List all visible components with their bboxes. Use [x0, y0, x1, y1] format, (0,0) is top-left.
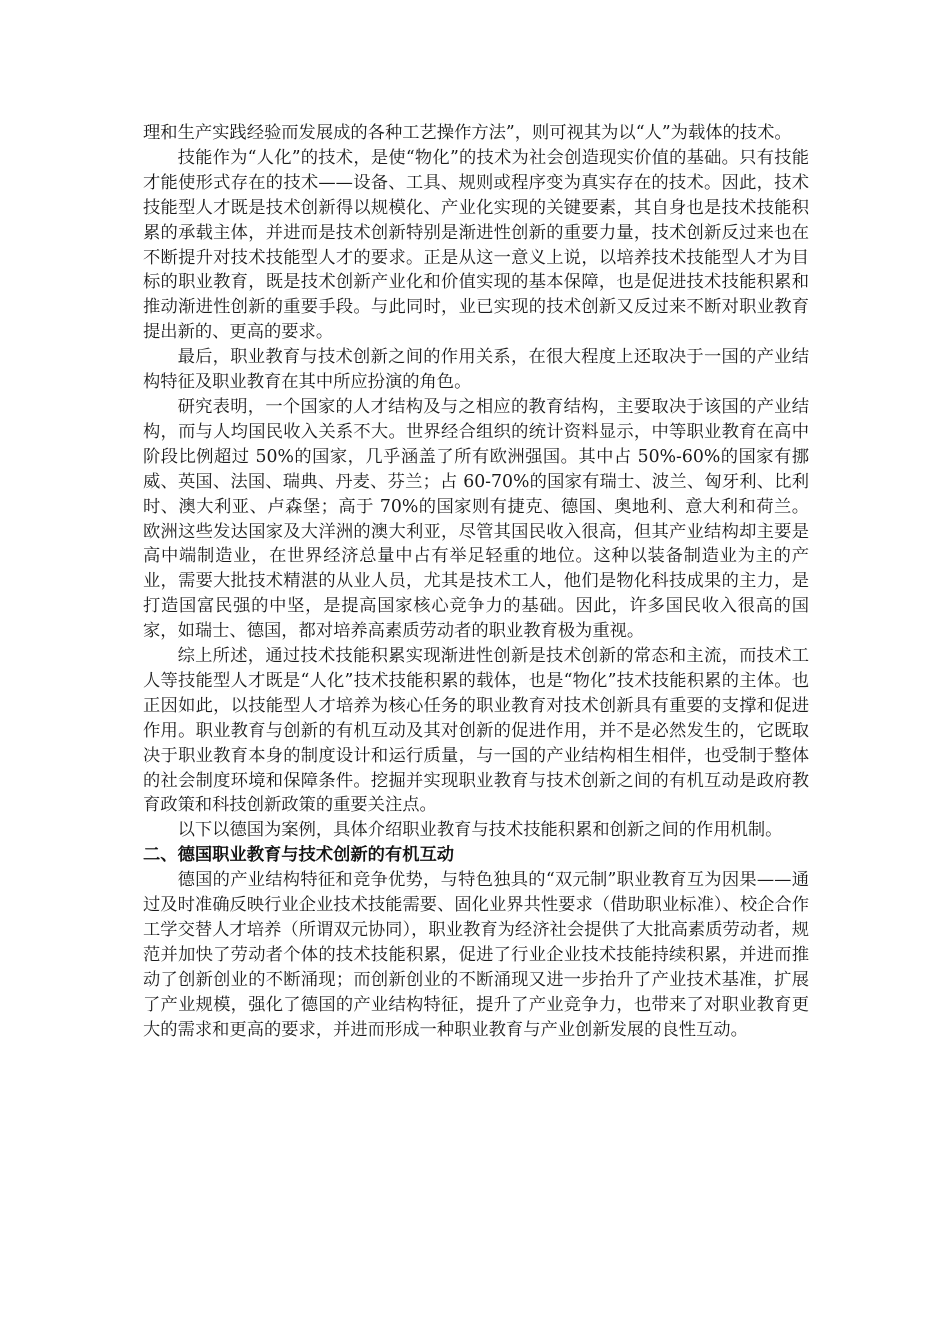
- paragraph-germany-dual-system: 德国的产业结构特征和竞争优势，与特色独具的“双元制”职业教育互为因果——通过及时准确反映行业企业技术技能需要、固化业界共性要求（借助职业标准）、校企合作工学交替人才培养（所谓双元协同），职业教育为经济社会提供了大批高素质劳动者，规范并加快了劳动者个体的技术技能积累，促进了行业企业技术技能持续积累，并进而推动了创新创业的不断涌现；而创新创业的不断涌现又进一步抬升了产业技术基准，扩展了产业规模，强化了德国的产业结构特征，提升了产业竞争力，也带来了对职业教育更大的需求和更高的要求，并进而形成一种职业教育与产业创新发展的良性互动。: [143, 870, 809, 1040]
- section-heading: 二、德国职业教育与技术创新的有机互动: [143, 845, 455, 866]
- paragraph-germany-intro: 以下以德国为案例，具体介绍职业教育与技术技能积累和创新之间的作用机制。: [177, 820, 783, 841]
- document-page: [143, 121, 809, 1043]
- paragraph-continuation: 理和生产实践经验而发展成的各种工艺操作方法”，则可视其为以“人”为载体的技术。: [143, 123, 792, 143]
- paragraph-skill-as-humanized-technology: 技能作为“人化”的技术，是使“物化”的技术为社会创造现实价值的基础。只有技能才能使形式存在的技术——设备、工具、规则或程序变为真实存在的技术。因此，技术技能型人才既是技术创新得以规模化、产业化实现的关键要素，其自身也是技术技能积累的承载主体，并进而是技术创新特别是渐进性创新的重要力量，技术创新反过来也在不断提升对技术技能型人才的要求。正是从这一意义上说，以培养技术技能型人才为目标的职业教育，既是技术创新产业化和价值实现的基本保障，也是促进技术技能积累和推动渐进性创新的重要手段。与此同时，业已实现的技术创新又反过来不断对职业教育提出新的、更高的要求。: [143, 147, 809, 343]
- paragraph-research-findings: 研究表明，一个国家的人才结构及与之相应的教育结构，主要取决于该国的产业结构，而与人均国民收入关系不大。世界经合组织的统计资料显示，中等职业教育在高中阶段比例超过 50%的国家，几乎涵盖了所有欧洲强国。其中占 50%-60%的国家有挪威、英国、法国、瑞典、丹麦、芬兰；占 60-70%的国家有瑞士、波兰、匈牙利、比利时、澳大利亚、卢森堡；高于 70%的国家则有捷克、德国、奥地利、意大利和荷兰。欧洲这些发达国家及大洋洲的澳大利亚，尽管其国民收入很高，但其产业结构却主要是高中端制造业，在世界经济总量中占有举足轻重的地位。这种以装备制造业为主的产业，需要大批技术精湛的从业人员，尤其是技术工人，他们是物化科技成果的主力，是打造国富民强的中坚，是提高国家核心竞争力的基础。因此，许多国民收入很高的国家，如瑞士、德国，都对培养高素质劳动者的职业教育极为重视。: [143, 396, 809, 642]
- paragraph-industrial-structure: 最后，职业教育与技术创新之间的作用关系，在很大程度上还取决于一国的产业结构特征及职业教育在其中所应扮演的角色。: [143, 347, 809, 393]
- paragraph-summary: 综上所述，通过技术技能积累实现渐进性创新是技术创新的常态和主流，而技术工人等技能型人才既是“人化”技术技能积累的载体，也是“物化”技术技能积累的主体。也正因如此，以技能型人才培养为核心任务的职业教育对技术创新具有重要的支撑和促进作用。职业教育与创新的有机互动及其对创新的促进作用，并不是必然发生的，它既取决于职业教育本身的制度设计和运行质量，与一国的产业结构相生相伴，也受制于整体的社会制度环境和保障条件。挖掘并实现职业教育与技术创新之间的有机互动是政府教育政策和科技创新政策的重要关注点。: [143, 646, 809, 816]
